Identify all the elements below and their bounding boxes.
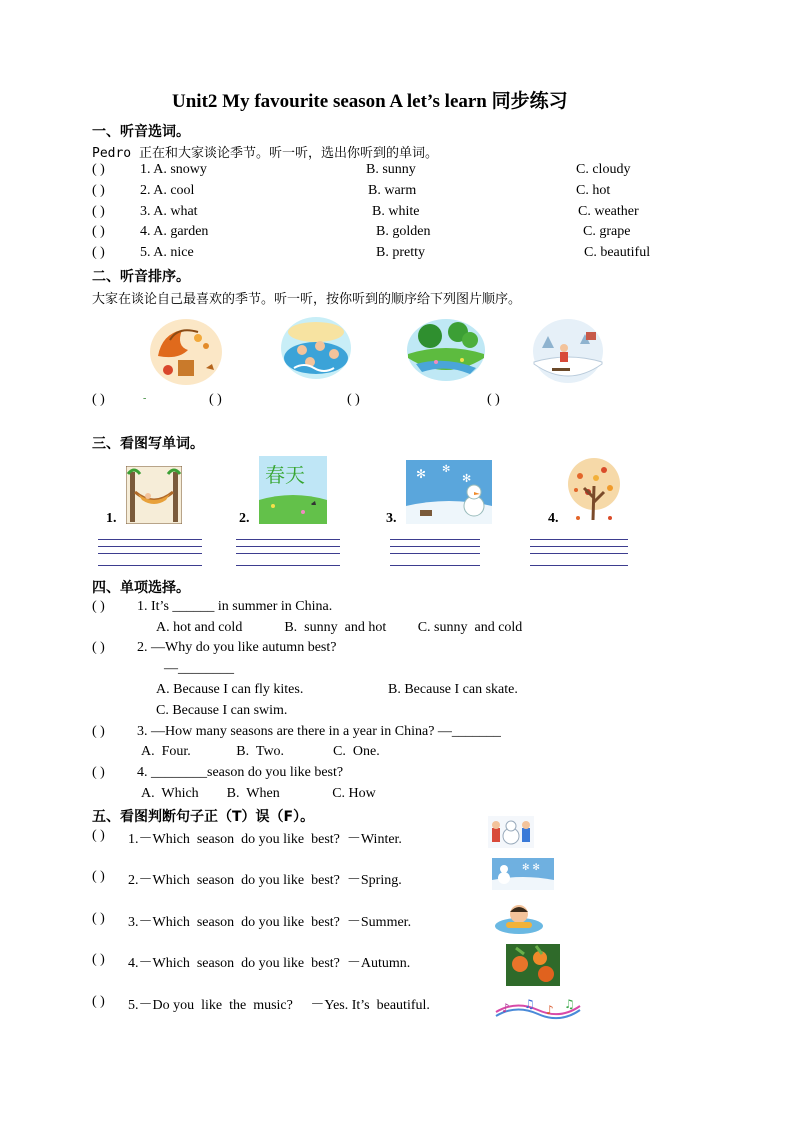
option-c: C. beautiful — [584, 245, 651, 260]
summer-hammock-picture — [126, 466, 182, 524]
option-a: A. Because I can fly kites. — [156, 682, 304, 697]
option-a: 2. A. cool — [140, 183, 195, 198]
summer-swimming-picture — [280, 316, 352, 380]
answer-blank[interactable]: ( ) — [92, 640, 105, 655]
option-b: B. warm — [368, 183, 417, 198]
order-blank[interactable]: ( ) — [347, 392, 360, 407]
answer-blank[interactable]: ( ) — [92, 599, 105, 614]
spring-river-picture — [406, 318, 486, 382]
judge-blank[interactable]: ( ) — [92, 994, 105, 1009]
option-a: 1. A. snowy — [140, 162, 207, 177]
option-b: B. pretty — [376, 245, 425, 260]
picture-number: 2. — [239, 511, 250, 526]
option-b: B. Because I can skate. — [388, 682, 518, 697]
question-text: 4. ________season do you like best? — [137, 765, 344, 780]
question-text: 3. —How many seasons are there in a year in China? —_______ — [137, 724, 501, 739]
section2-instruction: 大家在谈论自己最喜欢的季节。听一听，按你听到的顺序给下列图片顺序。 — [92, 292, 522, 307]
persimmon-fruit-picture — [506, 944, 560, 986]
kids-snowman-picture — [488, 816, 534, 848]
section1-heading: 一、听音选词。 — [92, 124, 190, 140]
judge-sentence: 2.－Which season do you like best? －Spring. — [128, 873, 402, 888]
spring-sign-text: 春天 — [265, 463, 305, 487]
judge-sentence: 5.－Do you like the music? －Yes. It’s beautiful. — [128, 998, 430, 1013]
section1-instruction: Pedro 正在和大家谈论季节。听一听，选出你听到的单词。 — [92, 146, 438, 161]
spring-sign-picture — [259, 456, 327, 524]
option-b: B. golden — [376, 224, 431, 239]
svg-text:✻ ✻: ✻ ✻ — [522, 863, 540, 873]
question-options: A. Which B. When C. How — [141, 786, 376, 801]
option-c: C. hot — [576, 183, 611, 198]
page-title: Unit2 My favourite season A let’s learn 同步练习 — [172, 91, 568, 112]
judge-sentence: 1.－Which season do you like best? －Winter. — [128, 832, 402, 847]
order-blank[interactable]: ( ) — [487, 392, 500, 407]
option-a: 5. A. nice — [140, 245, 194, 260]
section2-heading: 二、听音排序。 — [92, 269, 190, 285]
option-c: C. Because I can swim. — [156, 703, 288, 718]
answer-blank[interactable]: ( ) — [92, 245, 105, 260]
option-a: 3. A. what — [140, 204, 198, 219]
svg-text:✻: ✻ — [416, 467, 427, 481]
snowy-scene-picture — [492, 858, 554, 890]
svg-text:✻: ✻ — [442, 464, 451, 475]
option-b: B. sunny — [366, 162, 416, 177]
svg-text:♫: ♫ — [524, 997, 535, 1011]
option-c: C. weather — [578, 204, 639, 219]
judge-blank[interactable]: ( ) — [92, 952, 105, 967]
winter-snowman-picture — [406, 460, 492, 524]
question-text: 2. —Why do you like autumn best? — [137, 640, 337, 655]
answer-blank[interactable]: ( ) — [92, 183, 105, 198]
section5-heading: 五、看图判断句子正（T）误（F）。 — [92, 809, 315, 825]
option-a: 4. A. garden — [140, 224, 209, 239]
picture-number: 3. — [386, 511, 397, 526]
boy-swimming-picture — [494, 902, 544, 936]
autumn-tree-picture — [560, 456, 628, 524]
answer-blank[interactable]: ( ) — [92, 204, 105, 219]
judge-blank[interactable]: ( ) — [92, 911, 105, 926]
answer-blank[interactable]: ( ) — [92, 224, 105, 239]
music-notes-picture — [494, 996, 582, 1020]
judge-blank[interactable]: ( ) — [92, 828, 105, 843]
winter-snow-picture — [532, 318, 604, 384]
option-c: C. cloudy — [576, 162, 631, 177]
answer-blank[interactable]: ( ) — [92, 162, 105, 177]
picture-number: 1. — [106, 511, 117, 526]
svg-text:♪: ♪ — [546, 1003, 554, 1017]
question-answer-line: —________ — [164, 661, 234, 676]
section3-heading: 三、看图写单词。 — [92, 436, 204, 452]
order-blank[interactable]: ( ) — [209, 392, 222, 407]
answer-blank[interactable]: ( ) — [92, 765, 105, 780]
order-blank[interactable]: ( ) — [92, 392, 105, 407]
section4-heading: 四、单项选择。 — [92, 580, 190, 596]
option-c: C. grape — [583, 224, 631, 239]
answer-blank[interactable]: ( ) — [92, 724, 105, 739]
svg-text:♪: ♪ — [502, 1001, 510, 1015]
judge-sentence: 4.－Which season do you like best? －Autumn. — [128, 956, 411, 971]
decor-dot: - — [143, 393, 147, 404]
question-text: 1. It’s ______ in summer in China. — [137, 599, 333, 614]
judge-sentence: 3.－Which season do you like best? －Summer. — [128, 915, 412, 930]
question-options: A. Four. B. Two. C. One. — [141, 744, 380, 759]
option-b: B. white — [372, 204, 420, 219]
question-options: A. hot and cold B. sunny and hot C. sunny and cold — [156, 620, 523, 635]
judge-blank[interactable]: ( ) — [92, 869, 105, 884]
picture-number: 4. — [548, 511, 559, 526]
autumn-picture — [148, 316, 224, 386]
svg-text:✻: ✻ — [462, 472, 472, 485]
svg-text:♫: ♫ — [564, 997, 575, 1011]
